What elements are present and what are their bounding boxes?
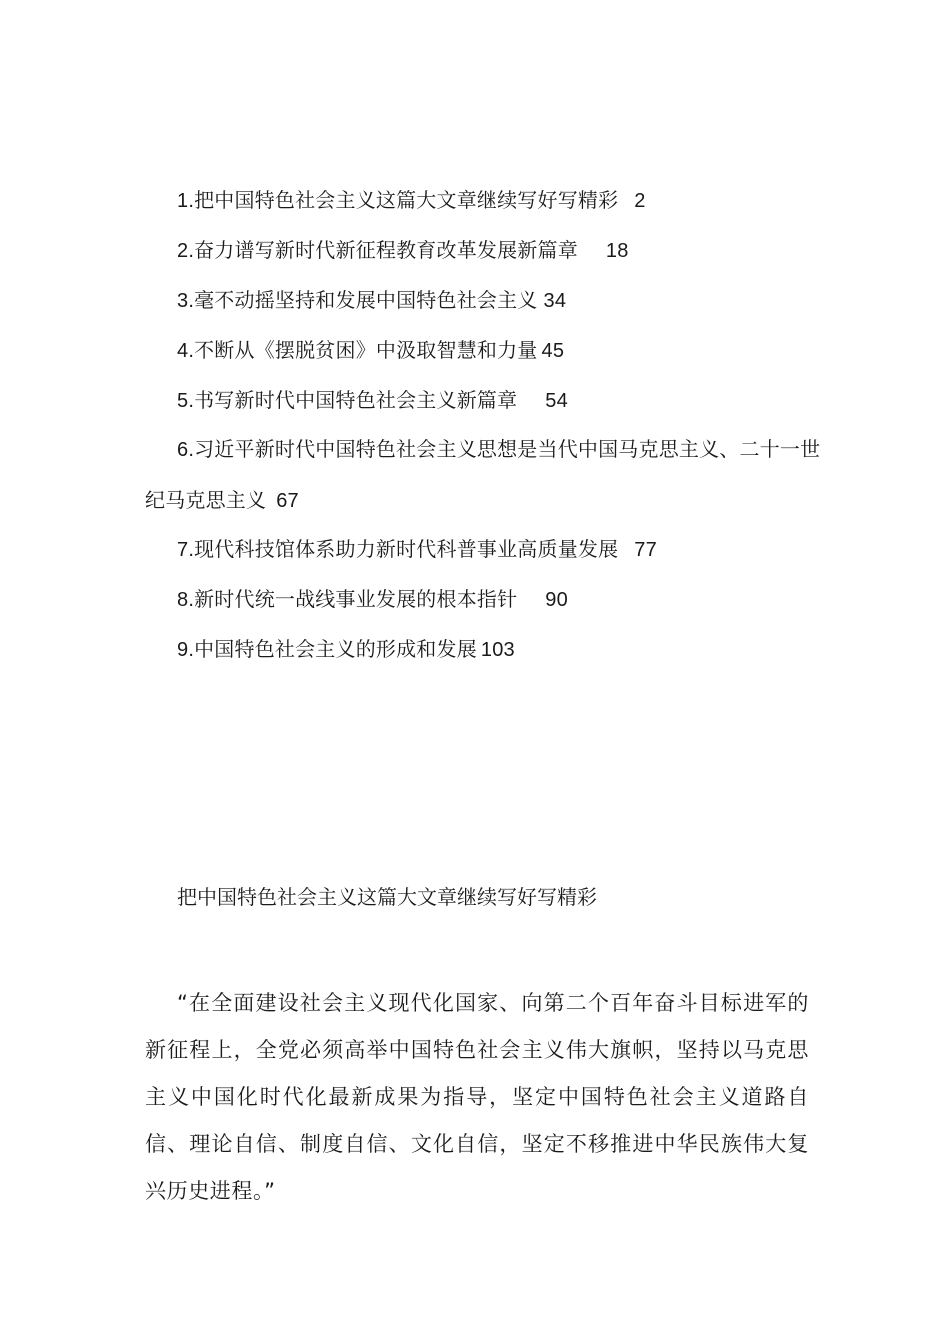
- toc-entry-page: 18: [605, 240, 629, 262]
- toc-entry-title: 习近平新时代中国特色社会主义思想是当代中国马克思主义、二十一世纪马克思主义: [145, 437, 821, 512]
- toc-entry-5[interactable]: [177, 387, 568, 414]
- toc-entry-title: 书写新时代中国特色社会主义新篇章: [194, 388, 518, 412]
- toc-entry-number: 5.: [177, 390, 195, 412]
- toc-entry-title: 中国特色社会主义的形成和发展: [194, 637, 477, 661]
- toc-entry-8[interactable]: [177, 586, 568, 613]
- toc-entry-page: 45: [541, 340, 565, 362]
- toc-entry-title: 现代科技馆体系助力新时代科普事业高质量发展: [194, 537, 619, 561]
- toc-entry-title: 把中国特色社会主义这篇大文章继续写好写精彩: [194, 188, 619, 212]
- toc-entry-1[interactable]: [177, 187, 646, 214]
- toc-entry-title: 奋力谱写新时代新征程教育改革发展新篇章: [194, 238, 578, 262]
- toc-entry-3[interactable]: [177, 287, 566, 314]
- toc-entry-title: 不断从《摆脱贫困》中汲取智慧和力量: [194, 338, 538, 362]
- toc-entry-page: 67: [276, 490, 299, 512]
- toc-entry-number: 6.: [177, 439, 195, 461]
- toc-entry-page: 103: [480, 639, 515, 661]
- toc-entry-title: 毫不动摇坚持和发展中国特色社会主义: [194, 288, 538, 312]
- toc-entry-number: 2.: [177, 240, 195, 262]
- toc-entry-2[interactable]: [177, 237, 629, 264]
- toc-entry-9[interactable]: [177, 636, 515, 663]
- toc-entry-7[interactable]: [177, 536, 657, 563]
- article-title: 把中国特色社会主义这篇大文章继续写好写精彩: [177, 885, 597, 909]
- toc-entry-page: 77: [634, 539, 657, 561]
- toc-entry-number: 4.: [177, 340, 195, 362]
- toc-entry-number: 7.: [177, 539, 195, 561]
- toc-entry-page: 2: [634, 190, 646, 212]
- toc-entry-page: 90: [545, 589, 568, 611]
- toc-entry-page: 34: [543, 290, 567, 312]
- toc-entry-number: 3.: [177, 290, 195, 312]
- toc-entry-number: 1.: [177, 190, 195, 212]
- article-paragraph: “在全面建设社会主义现代化国家、向第二个百年奋斗目标进军的新征程上，全党必须高举中国特色社会主义伟大旗帜，坚持以马克思主义中国化时代化最新成果为指导，坚定中国特色社会主义道路自信、理论自信、制度自信、文化自信，坚定不移推进中华民族伟大复兴历史进程。”: [145, 991, 809, 1203]
- toc-entry-number: 9.: [177, 639, 195, 661]
- toc-entry-4[interactable]: [177, 337, 564, 364]
- toc-entry-page: 54: [545, 390, 568, 412]
- toc-entry-6[interactable]: [145, 424, 825, 526]
- toc-entry-title: 新时代统一战线事业发展的根本指针: [194, 587, 518, 611]
- toc-entry-number: 8.: [177, 589, 195, 611]
